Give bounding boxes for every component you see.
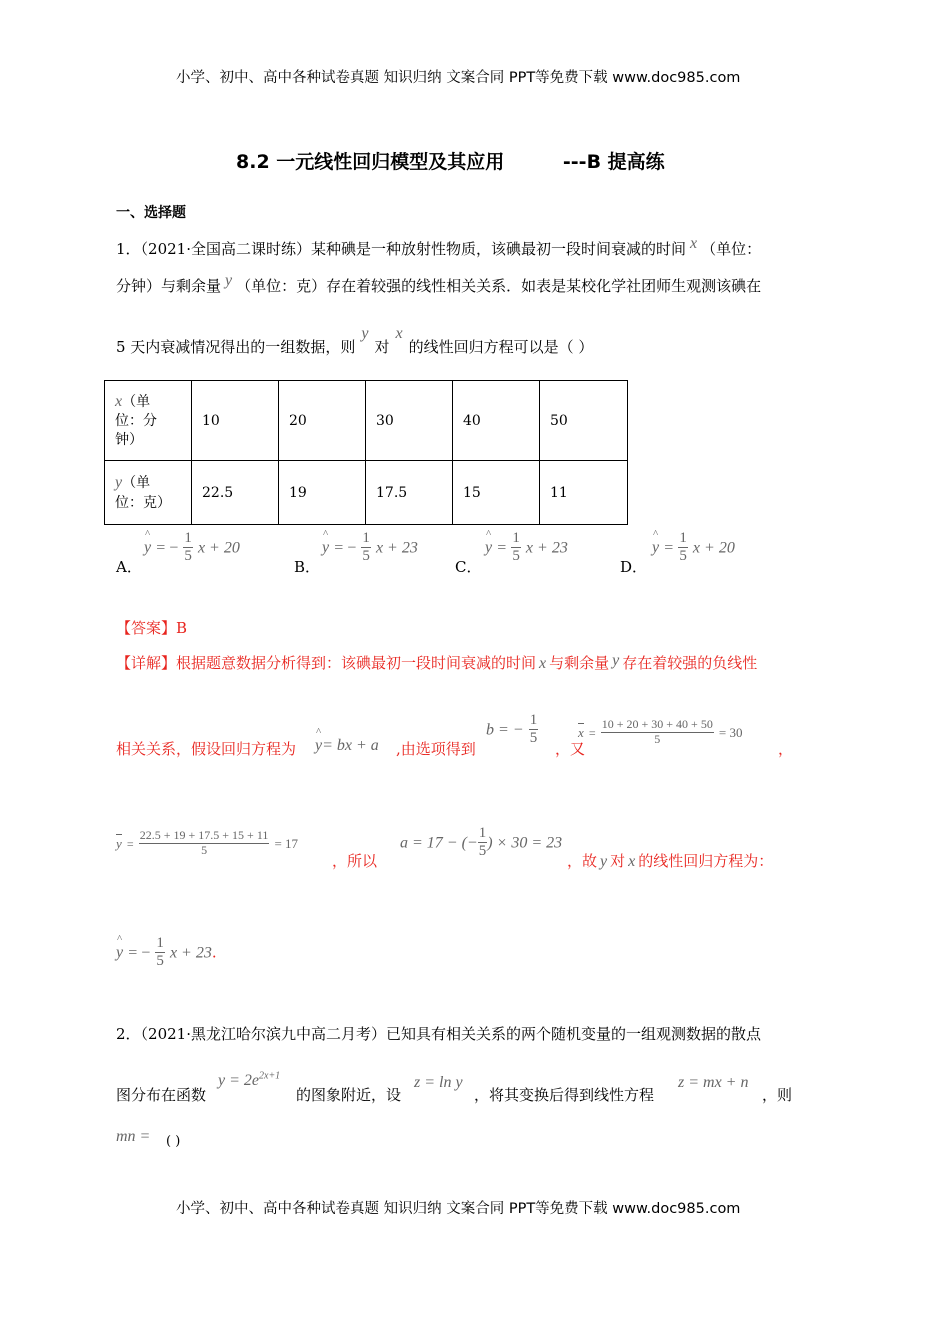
math-yhat: ^ y — [315, 737, 322, 755]
math-y: y — [225, 272, 233, 289]
option-rest: x + 20 — [197, 539, 240, 557]
regression-form — [315, 735, 379, 755]
table-cell: 22.5 — [192, 461, 279, 525]
math-x: x — [690, 235, 698, 252]
math-yhat: ^ y — [322, 539, 329, 557]
fraction: $\frac{1}{5}$ — [156, 935, 164, 970]
detail-text: 【详解】根据题意数据分析得到：该碘最初一段时间衰减的时间 — [116, 654, 537, 672]
math-x: x — [628, 853, 636, 870]
math-y: y — [115, 473, 123, 491]
option-d-formula[interactable] — [652, 530, 735, 566]
table-cell: 30 — [366, 381, 453, 461]
page-header: 小学、初中、高中各种试卷真题 知识归纳 文案合同 PPT等免费下载 www.doc985.com — [176, 70, 741, 86]
math-x: x — [395, 325, 403, 342]
xbar-result: = 30 — [718, 724, 743, 740]
section-heading: 一、选择题 — [116, 205, 186, 221]
xbar-equation: x = $\frac{10 + 20 + 30 + 40 + 50}{5}$ = 30 — [578, 717, 743, 746]
table-cell: 10 — [192, 381, 279, 461]
q1-line2 — [116, 272, 762, 296]
q1-text: （单位：克）存在着较强的线性相关关系．如表是某校化学社团师生观测该碘在 — [236, 277, 762, 295]
fraction: $\frac{1}{5}$ — [512, 530, 520, 565]
math-xbar: x — [578, 724, 584, 740]
math-b: b = − — [486, 721, 524, 739]
math-func: y = 2e — [218, 1072, 259, 1089]
detail-line2-text-b: ,由选项得到 — [396, 740, 476, 758]
math-yhat: ^ y — [116, 944, 123, 962]
q1-text: 的线性回归方程可以是（ ） — [408, 338, 594, 356]
detail-line2-text-c: ，又 — [555, 740, 586, 758]
math-y: y — [361, 325, 369, 342]
table-cell: 11 — [540, 461, 628, 525]
q1-text: 分钟）与剩余量 — [116, 277, 222, 295]
answer-text: 【答案】B — [116, 619, 188, 637]
q1-text: 1．（2021·全国高二课时练）某种碘是一种放射性物质，该碘最初一段时间衰减的时间 — [116, 240, 686, 258]
option-c-formula[interactable] — [485, 530, 568, 566]
detail-text: 对 — [610, 852, 626, 870]
table-row — [105, 381, 628, 461]
cell-label: （单 — [122, 474, 151, 491]
detail-line1 — [116, 652, 757, 673]
table-cell — [105, 381, 192, 461]
final-rest: x + 23 — [169, 944, 212, 962]
q2-line2b: 的图象附近，设 — [296, 1086, 402, 1104]
detail-text: ，故 — [567, 852, 598, 870]
q1-text: （单位： — [701, 240, 762, 258]
math-x: x — [115, 392, 123, 410]
page-title — [236, 147, 665, 174]
q1-text: 对 — [374, 338, 390, 356]
fraction: $\frac{1}{5}$ — [679, 530, 687, 565]
option-sign: = − — [156, 539, 179, 557]
fraction: $\frac{1}{5}$ — [529, 712, 538, 747]
table-cell: 19 — [279, 461, 366, 525]
q2-line2c: ，将其变换后得到线性方程 — [474, 1086, 655, 1104]
math-y: y — [600, 853, 608, 870]
option-rest: x + 20 — [692, 539, 735, 557]
q2-linear: z = mx + n — [678, 1074, 749, 1091]
math-yhat: ^ y — [144, 539, 151, 557]
fraction: $\frac{1}{5}$ — [184, 530, 192, 565]
table-cell: 17.5 — [366, 461, 453, 525]
fraction: $\frac{22.5 + 19 + 17.5 + 15 + 11}{5}$ — [139, 828, 269, 857]
table-cell: 50 — [540, 381, 628, 461]
title-suffix: ---B 提高练 — [562, 151, 665, 173]
math-bxa: = bx + a — [322, 737, 379, 754]
detail-text: 的线性回归方程为： — [638, 852, 774, 870]
table-row — [105, 461, 628, 525]
math-y: y — [612, 652, 620, 669]
table-cell: 15 — [453, 461, 540, 525]
cell-label: 位：分 — [115, 412, 157, 429]
option-d-label[interactable]: D． — [620, 558, 648, 576]
q1-text: 5 天内衰减情况得出的一组数据，则 — [116, 338, 356, 356]
math-yhat: ^ y — [652, 539, 659, 557]
q2-line2a: 图分布在函数 — [116, 1086, 207, 1104]
cell-label: 钟） — [115, 431, 143, 448]
page-footer: 小学、初中、高中各种试卷真题 知识归纳 文案合同 PPT等免费下载 www.doc985.com — [176, 1201, 741, 1217]
table-cell — [105, 461, 192, 525]
detail-line2-text-a: 相关关系，假设回归方程为 — [116, 740, 297, 758]
math-yhat: ^ y — [485, 539, 492, 557]
q2-paren: ( ) — [166, 1134, 181, 1149]
ybar-result: = 17 — [274, 835, 299, 851]
cell-label: （单 — [122, 393, 151, 410]
math-exp: 2x+1 — [259, 1070, 281, 1082]
q2-zdef: z = ln y — [414, 1074, 463, 1091]
math-x: x — [539, 655, 547, 672]
option-a-formula[interactable] — [144, 530, 240, 566]
table-cell: 40 — [453, 381, 540, 461]
final-equation — [116, 935, 217, 971]
option-rest: x + 23 — [375, 539, 418, 557]
data-table — [104, 380, 628, 525]
detail-line3-text-b — [567, 850, 773, 871]
option-sign: = − — [334, 539, 357, 557]
option-sign: = — [664, 539, 674, 557]
fraction: $\frac{1}{5}$ — [478, 825, 487, 860]
option-rest: x + 23 — [525, 539, 568, 557]
detail-text: 与剩余量 — [549, 654, 610, 672]
detail-line2-text-d: ， — [778, 740, 794, 758]
option-c-label[interactable]: C． — [455, 558, 482, 576]
a-value — [400, 825, 562, 861]
title-main: 8.2 一元线性回归模型及其应用 — [236, 151, 505, 173]
ybar-equation: y = $\frac{22.5 + 19 + 17.5 + 15 + 11}{5}$ = 17 — [116, 828, 299, 857]
option-b-formula[interactable] — [322, 530, 418, 566]
fraction: $\frac{10 + 20 + 30 + 40 + 50}{5}$ — [601, 717, 713, 746]
math-ybar: y — [116, 835, 122, 851]
b-value — [486, 712, 538, 748]
table-cell: 20 — [279, 381, 366, 461]
detail-line3-text-a: ，所以 — [332, 852, 378, 870]
q2-line2d: ，则 — [762, 1086, 793, 1104]
q2-mn: mn = — [116, 1128, 151, 1145]
cell-label: 位：克） — [115, 494, 171, 511]
math-a: a = 17 − (− — [400, 834, 478, 852]
final-dot: . — [211, 943, 217, 962]
fraction: $\frac{1}{5}$ — [362, 530, 370, 565]
option-a-label[interactable]: A． — [116, 558, 142, 576]
q1-line3 — [116, 325, 594, 357]
detail-text: 存在着较强的负线性 — [622, 654, 758, 672]
q1-line1 — [116, 235, 762, 259]
q2-line1: 2．（2021·黑龙江哈尔滨九中高二月考）已知具有相关关系的两个随机变量的一组观测数据的散点 — [116, 1025, 761, 1043]
final-sign: = − — [128, 944, 151, 962]
q2-function — [218, 1070, 280, 1090]
math-a-end: ) × 30 = 23 — [487, 834, 563, 852]
option-b-label[interactable]: B． — [294, 558, 321, 576]
option-sign: = — [497, 539, 507, 557]
